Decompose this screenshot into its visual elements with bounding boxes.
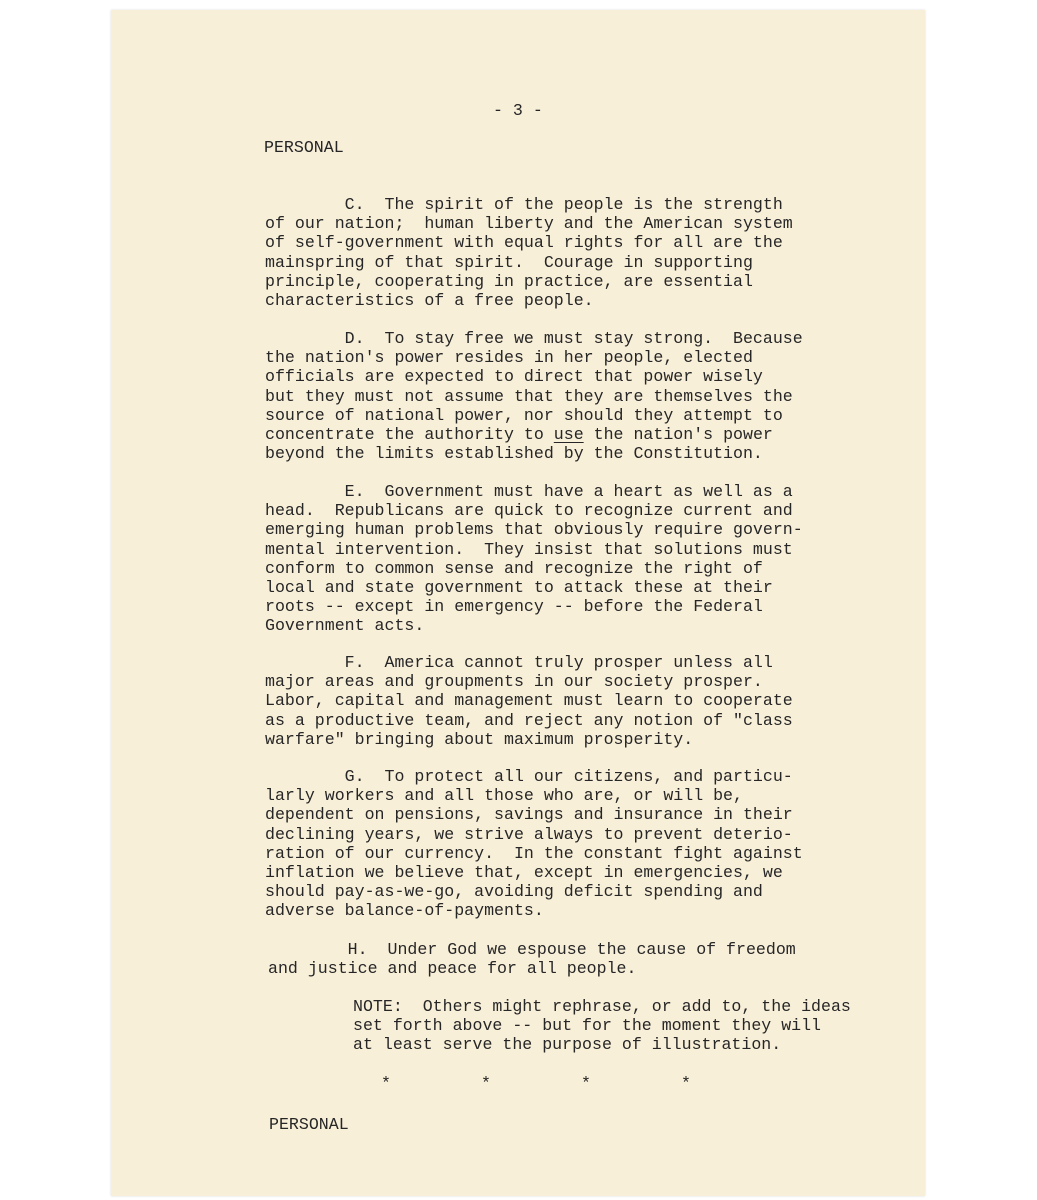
document-page	[111, 10, 925, 1196]
separator-star: *	[481, 1074, 491, 1093]
paragraph-d-text-start: D. To stay free we must stay strong. Because the nation's power resides in her people, elected officials are expected to direct that power wisely but they must not assume that they are themselves the source of national power, nor should they attempt to concentrate the authority to	[265, 329, 803, 445]
paragraph-d-text-end: the nation's power beyond the limits established by the Constitution.	[265, 425, 773, 464]
paragraph-e: E. Government must have a heart as well as a head. Republicans are quick to recognize current and emerging human problems that obviously require govern- mental intervention. They insist that solutions must conform to common sense and recognize the right of local and state government to attack these at their roots -- except in emergency -- before the Federal Government acts.	[265, 482, 803, 636]
separator-stars	[381, 1074, 691, 1093]
paragraph-h: H. Under God we espouse the cause of freedom and justice and peace for all people.	[268, 940, 796, 979]
paragraph-f: F. America cannot truly prosper unless all major areas and groupments in our society prosper. Labor, capital and management must learn to cooperate as a productive team, and reject any notion of "class warfare" bringing about maximum prosperity.	[265, 653, 793, 749]
header-personal-label: PERSONAL	[264, 138, 344, 157]
paragraph-c: C. The spirit of the people is the strength of our nation; human liberty and the American system of self-government with equal rights for all are the mainspring of that spirit. Courage in supporting principle, cooperating in practice, are essential characteristics of a free people.	[265, 195, 793, 311]
page-number: - 3 -	[493, 101, 543, 120]
separator-star: *	[381, 1074, 391, 1093]
footer-personal-label: PERSONAL	[269, 1115, 349, 1134]
underlined-word-use: use	[553, 425, 584, 445]
paragraph-g: G. To protect all our citizens, and particu- larly workers and all those who are, or will be, dependent on pensions, savings and insurance in their declining years, we strive always to prevent deterio- ration of our currency. In the constant fight against inflation we believe that, except in emergencies, we should pay-as-we-go, avoiding deficit spending and adverse balance-of-payments.	[265, 767, 803, 921]
paragraph-d	[265, 329, 803, 463]
separator-star: *	[681, 1074, 691, 1093]
note-paragraph: NOTE: Others might rephrase, or add to, the ideas set forth above -- but for the moment they will at least serve the purpose of illustration.	[353, 997, 851, 1055]
separator-star: *	[581, 1074, 591, 1093]
